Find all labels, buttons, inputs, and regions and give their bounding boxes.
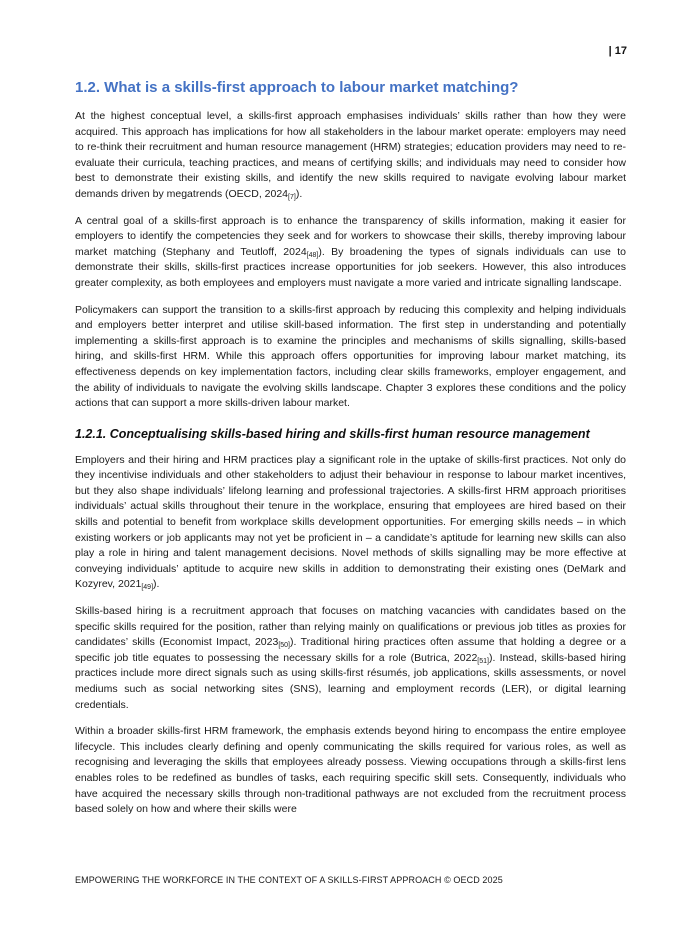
paragraph: Employers and their hiring and HRM practices play a significant role in the uptake of skills-first practices. Not only do they incentivise individuals and other stakeholders to adjust their behaviour in response to labour market incentives, but they also shape individuals’ lifelong learning and professional trajectories. A skills-first HRM approach prioritises individuals’ actual skills throughout their tenure in the workplace, ensuring that employees are hired based on their skills and potential to benefit from workplace skills development opportunities. For emerging skills needs – in which existing workers or job applicants may not yet be proficient in – a candidate’s aptitude for learning new skills can also play a role in hiring and talent management decisions. Novel methods of skills signalling may be more effective at conveying individuals’ aptitude to acquire new skills in addition to demonstrating their existing ones (DeMark and Kozyrev, $2021_{[49]}$). bbox=[75, 453, 626, 592]
section-heading: 1.2. What is a skills-first approach to labour market matching? bbox=[75, 79, 519, 96]
paragraph: At the highest conceptual level, a skills-first approach emphasises individuals’ skills rather than how they were acquired. This approach has implications for how all stakeholders in the labour market operate: employers may need to re-think their recruitment and human resource management (HRM) strategies; education providers may need to re-evaluate their curricula, teaching practices, and means of certifying skills; and individuals may need to consider how best to demonstrate their existing skills, and identify the new skills required to navigate evolving labour market demands driven by megatrends (OECD, $2024_{[7]}$). bbox=[75, 110, 626, 201]
subsection-heading: 1.2.1. Conceptualising skills-based hiring and skills-first human resource management bbox=[75, 426, 590, 441]
page-footer: EMPOWERING THE WORKFORCE IN THE CONTEXT OF A SKILLS-FIRST APPROACH © OECD 2025 bbox=[75, 875, 503, 885]
page-number: | 17 bbox=[608, 45, 627, 57]
paragraph: Within a broader skills-first HRM framework, the emphasis extends beyond hiring to encompass the entire employee lifecycle. This includes clearly defining and openly communicating the skills required for various roles, as well as recognising and leveraging the skills that employees already possess. Viewing occupations through a skills-first lens enables roles to be redefined as bundles of tasks, each requiring specific skill sets. Consequently, individuals who have acquired the necessary skills through non-traditional pathways are not excluded from the recruitment process based solely on how and where their skills were bbox=[75, 725, 626, 816]
paragraph: Policymakers can support the transition to a skills-first approach by reducing this complexity and helping individuals and employers better interpret and utilise skill-based information. The first step in understanding and potentially implementing a skills-first approach is to examine the principles and mechanisms of skills signalling, skills-based hiring, and skills-first HRM. While this approach offers opportunities for improving labour market matching, its effectiveness depends on key implementation factors, including clear skills frameworks, employer engagement, and the ability of individuals to navigate the evolving skills landscape. Chapter 3 explores these conditions and the policy actions that can support a more skills-driven labour market. bbox=[75, 303, 626, 410]
paragraph: A central goal of a skills-first approach is to enhance the transparency of skills information, making it easier for employers to identify the competencies they seek and for workers to showcase their skills, thereby improving labour market matching (Stephany and Teutloff, $2024_{[48]}$). By broadening the types of signals individuals can use to demonstrate their skills, skills-first practices increase opportunities for job seekers. However, this also introduces greater complexity, as both employees and employers must navigate a more varied and intricate signalling landscape. bbox=[75, 214, 626, 289]
paragraph: Skills-based hiring is a recruitment approach that focuses on matching vacancies with candidates based on the specific skills required for the position, rather than relying mainly on qualifications or previous job titles as proxies for candidates’ skills (Economist Impact, $2023_{[50]}$). Traditional hiring practices often assume that holding a degree or a specific job title equates to possessing the necessary skills for a role (Butrica, $2022_{[51]}$). Instead, skills-based hiring practices include more direct signals such as using skills-first résumés, job applications, skills assessments, or novel mediums such as social networking sites (SNS), learning and employment records (LER), or digital learning credentials. bbox=[75, 605, 626, 711]
